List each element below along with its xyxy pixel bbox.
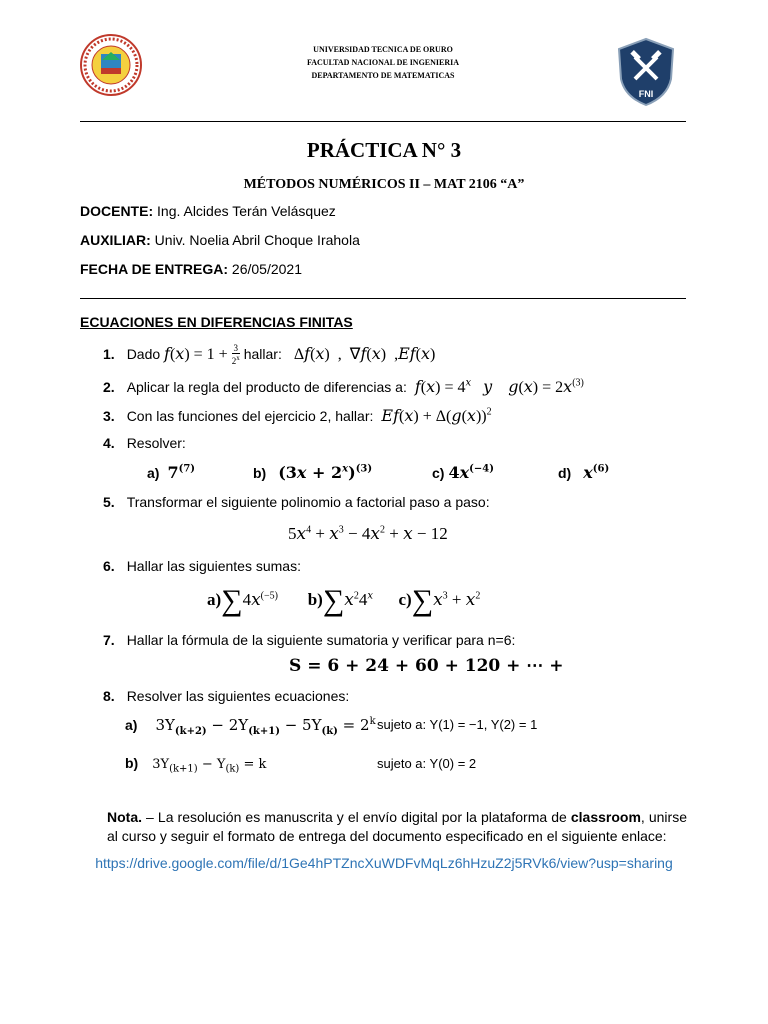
exercise-8: 8. Resolver las siguientes ecuaciones: (103, 688, 350, 704)
exercise-5: 5. Transformar el siguiente polinomio a factorial paso a paso: (103, 494, 490, 510)
page-title: PRÁCTICA N° 3 (306, 138, 462, 162)
section-title: ECUACIONES EN DIFERENCIAS FINITAS (80, 314, 353, 330)
header-divider (80, 121, 686, 122)
note-paragraph: Nota. – La resolución es manuscrita y el envío digital por la plataforma de classroom, unirse al curso y seguir el formato de entrega del documento especificado en el siguiente enlace: (107, 809, 687, 844)
exercise-1: 1. Dado f(x) = 1 + $\frac{3}{2^x}$ hallar: Δf(x) , ∇f(x) ,Ef(x) (103, 343, 436, 367)
institution-line-1: UNIVERSIDAD TECNICA DE ORURO (313, 45, 453, 54)
exercise-7-series: S = 6 + 24 + 60 + 120 + ⋯ + (289, 656, 564, 676)
meta-divider (80, 298, 686, 299)
exercise-8a-conditions: sujeto a: Y(1) = −1, Y(2) = 1 (377, 717, 538, 732)
exercise-8a: a) $3Y_{(k+2)} - 2Y_{(k+1)} - 5Y_{(k)} = 2^k$ (125, 716, 376, 737)
exercise-7: 7. Hallar la fórmula de la siguiente sumatoria y verificar para n=6: (103, 632, 516, 648)
fni-shield-logo (617, 37, 675, 107)
fecha-row: FECHA DE ENTREGA: 26/05/2021 (80, 261, 303, 277)
course-subtitle: MÉTODOS NUMÉRICOS II – MAT 2106 “A” (243, 177, 525, 192)
exercise-5-polynomial: $5x^4 + x^3 - 4x^2 + x - 12$ (288, 524, 448, 544)
institution-line-2: FACULTAD NACIONAL DE INGENIERIA (306, 58, 460, 67)
exercise-4b: b) $(3x + 2^x)^{(3)}$ (253, 463, 373, 482)
exercise-8b: b) $3Y_{(k+1)} - Y_{(k)} = k$ (125, 755, 267, 775)
exercise-4d: d) $x^{(6)}$ (558, 463, 610, 482)
auxiliar-row: AUXILIAR: Univ. Noelia Abril Choque Irahola (80, 232, 360, 248)
exercise-2: 2. Aplicar la regla del producto de diferencias a: $f(x) = 4^x$ y $g(x) = 2x^{(3)}$ (103, 377, 584, 396)
exercise-6: 6. Hallar las siguientes sumas: (103, 558, 301, 574)
svg-text:FNI: FNI (638, 89, 654, 99)
university-seal-logo (80, 34, 142, 96)
drive-link[interactable]: https://drive.google.com/file/d/1Ge4hPTZncXuWDFvMqLz6hHzuZ2j5RVk6/view?usp=sharing (95, 855, 673, 871)
drive-link-row (0, 855, 768, 873)
exercise-8b-conditions: sujeto a: Y(0) = 2 (377, 756, 477, 771)
exercise-4a: a) 7$^{(7)}$ (147, 463, 196, 482)
exercise-4c: c) $4x^{(-4)}$ (432, 463, 494, 482)
docente-row: DOCENTE: Ing. Alcides Terán Velásquez (80, 203, 336, 219)
exercise-4: 4. Resolver: (103, 435, 186, 451)
institution-line-3: DEPARTAMENTO DE MATEMATICAS (311, 71, 455, 80)
exercise-3: 3. Con las funciones del ejercicio 2, hallar: $Ef(x) + \Delta(g(x))^2$ (103, 406, 492, 425)
exercise-6-sums: $a)\sum 4x^{(-5)}$ $b)\sum x^24^x$ $c)\sum x^3 + x^2$ (207, 584, 481, 617)
